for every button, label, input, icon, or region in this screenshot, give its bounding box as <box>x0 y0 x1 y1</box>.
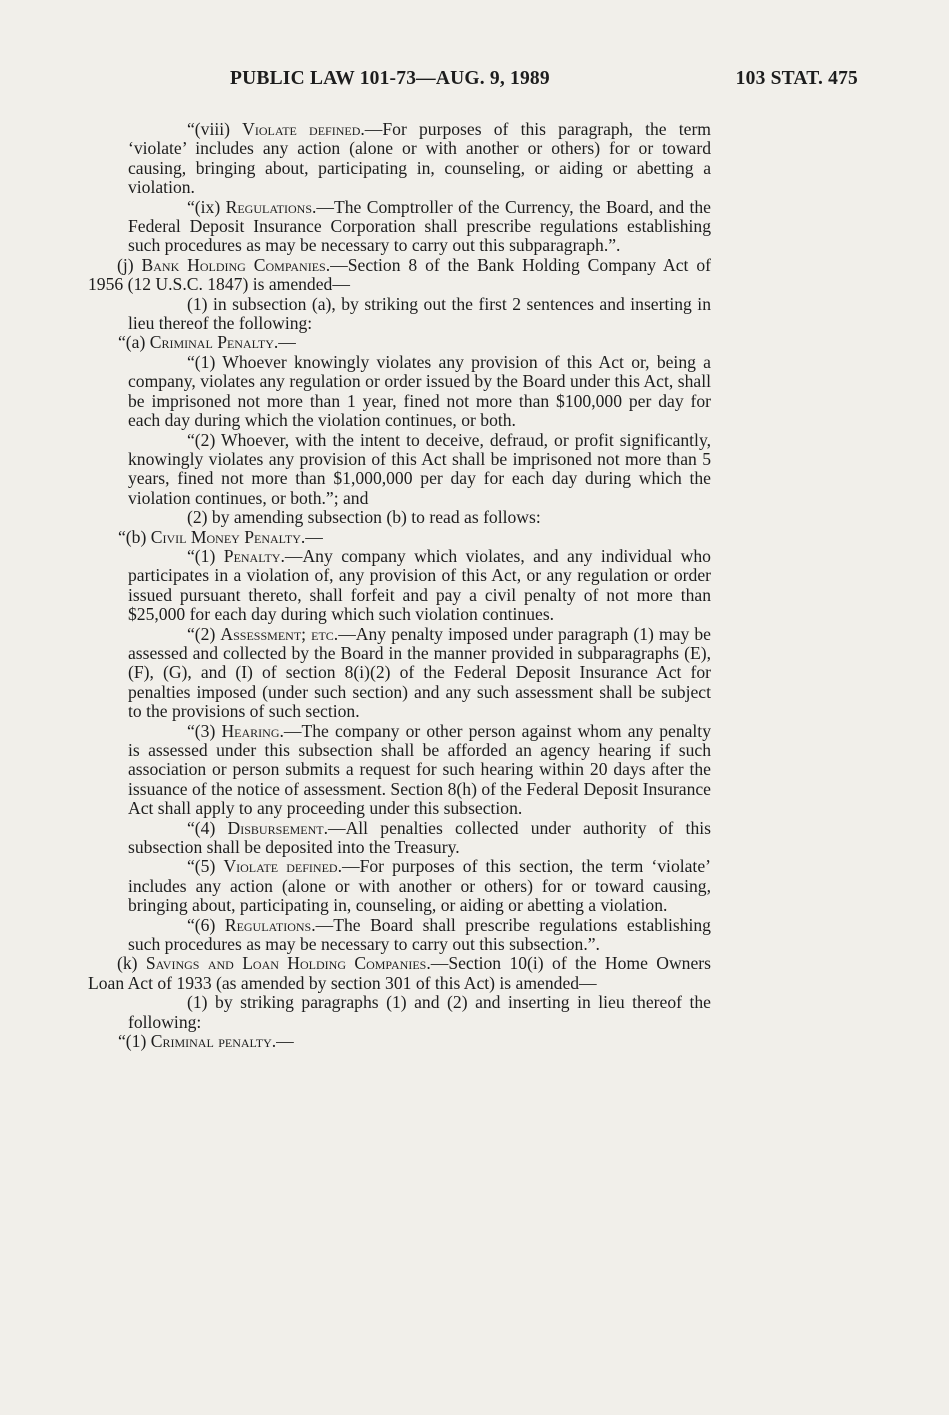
paragraph-j: (j) Bank Holding Companies.—Section 8 of the Bank Holding Company Act of 1956 (12 U.S.C. 1847) is amended— <box>88 254 711 295</box>
header-stat-number: 103 STAT. 475 <box>735 68 858 89</box>
header-title: PUBLIC LAW 101-73—AUG. 9, 1989 <box>230 68 550 89</box>
paragraph-k-criminal-penalty: “(1) Criminal penalty.— <box>118 1031 294 1052</box>
paragraph-a-2: “(2) Whoever, with the intent to deceive, defraud, or profit significantly, knowingly violates any provision of this Act shall be imprisoned not more than 5 years, fined not more than $1,000,000 per day for each day during which the violation continues, or both.”; and <box>128 429 711 508</box>
paragraph-b-5: “(5) Violate defined.—For purposes of this section, the term ‘violate’ includes any action (alone or with another or others) for or toward causing, bringing about, participating in, counseling, or aiding or abetting a violation. <box>128 856 711 916</box>
paragraph-b-6: “(6) Regulations.—The Board shall prescribe regulations establishing such procedures as may be necessary to carry out this subsection.”. <box>128 914 711 955</box>
paragraph-b-2: “(2) Assessment; etc.—Any penalty imposed under paragraph (1) may be assessed and collected by the Board in the manner provided in subparagraphs (E), (F), (G), and (I) of section 8(i)(2) of the Federal Deposit Insurance Act for penalties imposed (under such section) and any such assessment shall be subject to the provisions of such section. <box>128 623 711 722</box>
paragraph-b-1: “(1) Penalty.—Any company which violates, and any individual who participates in a violation of, any provision of this Act, or any regulation or order issued pursuant thereto, shall forfeit and pay a civil penalty of not more than $25,000 for each day during which such violation continues. <box>128 545 711 625</box>
document-body <box>88 120 711 1052</box>
paragraph-b-3: “(3) Hearing.—The company or other person against whom any penalty is assessed under this subsection shall be afforded an agency hearing if such association or person submits a request for such hearing within 20 days after the issuance of the notice of assessment. Section 8(h) of the Federal Deposit Insurance Act shall apply to any proceeding under this subsection. <box>128 720 711 819</box>
paragraph-ix: “(ix) Regulations.—The Comptroller of the Currency, the Board, and the Federal Deposit Insurance Corporation shall prescribe regulations establishing such procedures as may be necessary to carry out this subparagraph.”. <box>128 196 711 256</box>
paragraph-j-1: (1) in subsection (a), by striking out the first 2 sentences and inserting in lieu thereof the following: <box>128 293 711 334</box>
paragraph-b-header: “(b) Civil Money Penalty.— <box>118 526 323 547</box>
paragraph-k-1: (1) by striking paragraphs (1) and (2) and inserting in lieu thereof the following: <box>128 992 711 1032</box>
paragraph-a-1: “(1) Whoever knowingly violates any provision of this Act or, being a company, violates any regulation or order issued by the Board under this Act, shall be imprisoned not more than 1 year, fined not more than $100,000 per day for each day during which the violation continues, or both. <box>128 351 711 431</box>
paragraph-viii: “(viii) Violate defined.—For purposes of this paragraph, the term ‘violate’ includes any action (alone or with another or others) for or toward causing, bringing about, participating in, counseling, or aiding or abetting a violation. <box>128 119 711 198</box>
paragraph-j-2: (2) by amending subsection (b) to read as follows: <box>187 507 541 528</box>
paragraph-a-header: “(a) Criminal Penalty.— <box>118 332 296 353</box>
paragraph-k: (k) Savings and Loan Holding Companies.—Section 10(i) of the Home Owners Loan Act of 1933 (as amended by section 301 of this Act) is amended— <box>88 953 711 993</box>
paragraph-b-4: “(4) Disbursement.—All penalties collected under authority of this subsection shall be deposited into the Treasury. <box>128 817 711 858</box>
